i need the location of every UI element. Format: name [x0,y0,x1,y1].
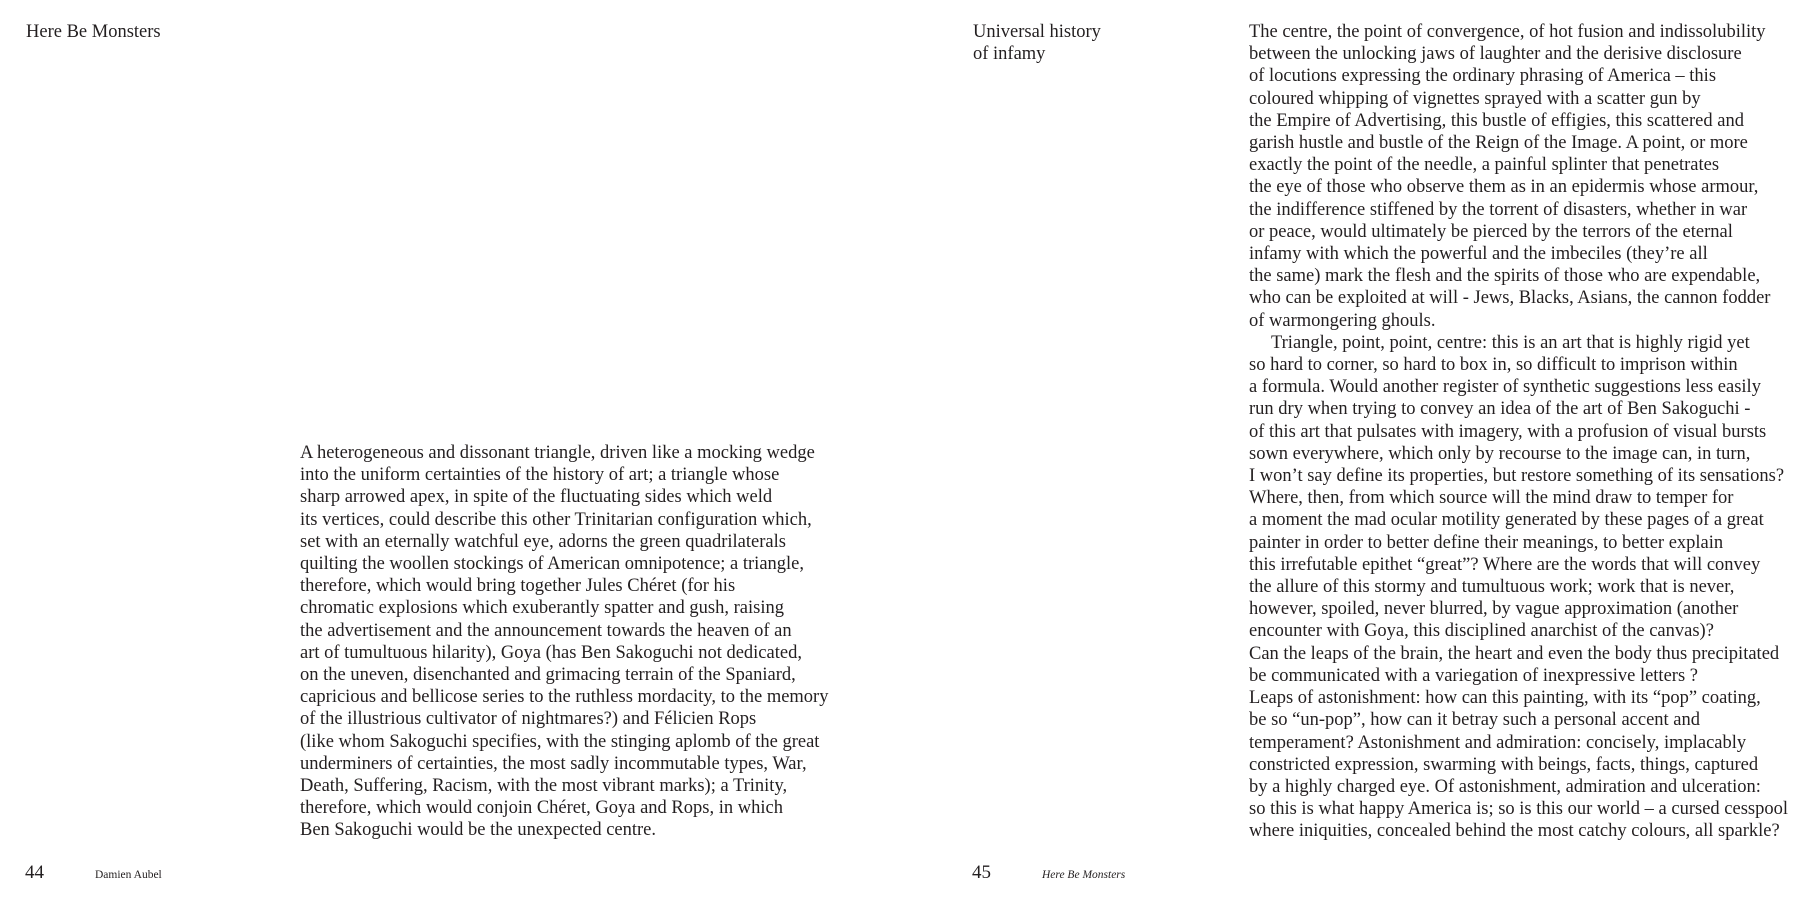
text-line: of the illustrious cultivator of nightmares?) and Félicien Rops [300,709,757,730]
text-line: I won’t say define its properties, but restore something of its sensations? [1249,466,1785,487]
text-line: encounter with Goya, this disciplined anarchist of the canvas)? [1249,621,1714,642]
text-line: be so “un-pop”, how can it betray such a personal accent and [1249,710,1701,731]
text-line: sown everywhere, which only by recourse to the image can, in turn, [1249,443,1751,464]
section-title [973,21,1101,65]
text-line: a moment the mad ocular motility generated by these pages of a great [1249,510,1764,531]
text-line: Death, Suffering, Racism, with the most vibrant marks); a Trinity, [300,776,788,797]
footer-author: Damien Aubel [95,869,162,881]
text-line: so this is what happy America is; so is this our world – a cursed cesspool [1249,799,1789,820]
text-line: of this art that pulsates with imagery, with a profusion of visual bursts [1249,421,1767,442]
text-line: A heterogeneous and dissonant triangle, driven like a mocking wedge [300,443,815,463]
text-line: a formula. Would another register of synthetic suggestions less easily [1249,377,1761,398]
text-line: constricted expression, swarming with beings, facts, things, captured [1249,754,1759,775]
text-line: run dry when trying to convey an idea of the art of Ben Sakoguchi - [1249,399,1751,420]
text-line: the advertisement and the announcement towards the heaven of an [300,620,792,641]
text-line: Triangle, point, point, centre: this is an art that is highly rigid yet [1271,332,1750,353]
text-line: who can be exploited at will - Jews, Blacks, Asians, the cannon fodder [1249,288,1771,309]
text-line: the same) mark the flesh and the spirits of those who are expendable, [1249,266,1761,287]
text-line: this irrefutable epithet “great”? Where are the words that will convey [1249,554,1761,575]
text-line: of warmongering ghouls. [1249,310,1436,331]
text-line: infamy with which the powerful and the imbeciles (they’re all [1249,244,1708,265]
text-line: Leaps of astonishment: how can this painting, with its “pop” coating, [1249,688,1761,709]
text-line: its vertices, could describe this other Trinitarian configuration which, [300,509,812,530]
text-line: of locutions expressing the ordinary phrasing of America – this [1249,66,1717,87]
text-line: where iniquities, concealed behind the most catchy colours, all sparkle? [1249,821,1780,842]
text-line: the Empire of Advertising, this bustle of effigies, this scattered and [1249,110,1744,131]
text-line: on the uneven, disenchanted and grimacing terrain of the Spaniard, [300,665,796,686]
text-line: (like whom Sakoguchi specifies, with the stinging aplomb of the great [300,731,820,752]
text-line: therefore, which would bring together Jules Chéret (for his [300,576,736,597]
text-line: capricious and bellicose series to the ruthless mordacity, to the memory [300,687,829,708]
text-line: by a highly charged eye. Of astonishment, admiration and ulceration: [1249,776,1761,797]
text-line: be communicated with a variegation of inexpressive letters ? [1249,665,1698,686]
page-number-right: 45 [972,862,991,883]
text-line: of infamy [973,44,1046,65]
text-line: the eye of those who observe them as in an epidermis whose armour, [1249,177,1759,198]
text-line: chromatic explosions which exuberantly spatter and gush, raising [300,598,784,619]
running-head: Here Be Monsters [26,22,161,42]
text-line: quilting the woollen stockings of American omnipotence; a triangle, [300,554,805,575]
text-line: Universal history [973,22,1101,42]
text-line: between the unlocking jaws of laughter and the derisive disclosure [1249,44,1742,65]
text-line: art of tumultuous hilarity), Goya (has Ben Sakoguchi not dedicated, [300,642,802,663]
text-line: coloured whipping of vignettes sprayed with a scatter gun by [1249,88,1701,109]
text-line: underminers of certainties, the most sadly incommutable types, War, [300,753,807,774]
text-line: into the uniform certainties of the history of art; a triangle whose [300,465,780,486]
text-line: the indifference stiffened by the torrent of disasters, whether in war [1249,199,1748,220]
text-line: Ben Sakoguchi would be the unexpected centre. [300,820,657,841]
right-body-text [1249,21,1788,843]
page-number-left: 44 [25,862,44,883]
text-line: sharp arrowed apex, in spite of the fluctuating sides which weld [300,487,773,508]
text-line: therefore, which would conjoin Chéret, Goya and Rops, in which [300,798,783,819]
text-line: Where, then, from which source will the mind draw to temper for [1249,488,1734,509]
text-line: set with an eternally watchful eye, adorns the green quadrilaterals [300,531,786,552]
text-line: garish hustle and bustle of the Reign of the Image. A point, or more [1249,133,1748,154]
text-line: however, spoiled, never blurred, by vague approximation (another [1249,599,1739,620]
text-line: exactly the point of the needle, a painful splinter that penetrates [1249,155,1720,176]
text-line: so hard to corner, so hard to box in, so difficult to imprison within [1249,355,1738,376]
text-line: Can the leaps of the brain, the heart and even the body thus precipitated [1249,643,1780,664]
text-line: The centre, the point of convergence, of hot fusion and indissolubility [1249,22,1766,42]
footer-book-title: Here Be Monsters [1042,869,1126,881]
left-body-text [300,442,828,842]
text-line: painter in order to better define their meanings, to better explain [1249,532,1724,553]
text-line: temperament? Astonishment and admiration: concisely, implacably [1249,732,1747,753]
text-line: or peace, would ultimately be pierced by the terrors of the eternal [1249,221,1733,242]
text-line: the allure of this stormy and tumultuous work; work that is never, [1249,577,1735,598]
